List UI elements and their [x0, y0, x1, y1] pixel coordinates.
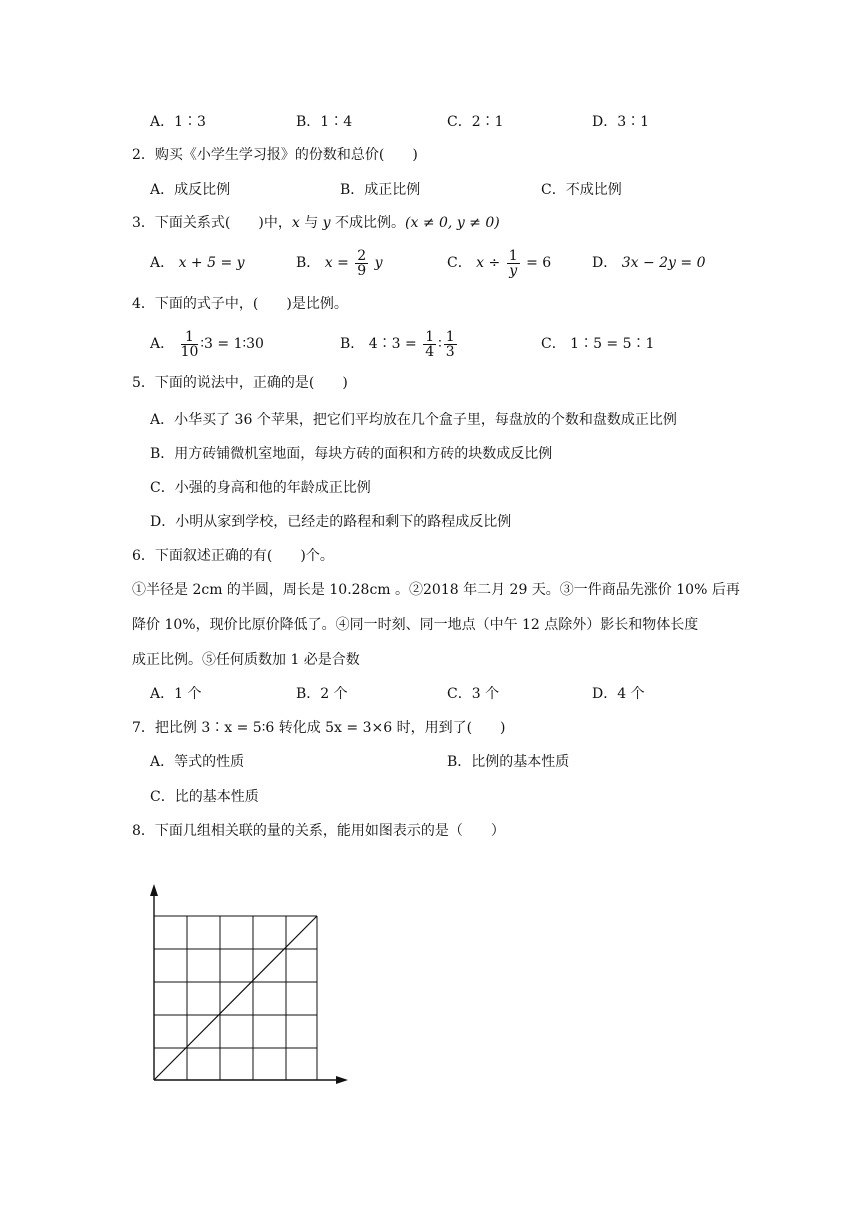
fraction-numerator: 1: [425, 328, 435, 345]
q2-option-a[interactable]: A．成反比例: [150, 182, 231, 198]
q4-option-c-expr: 1∶5 = 5∶1: [570, 336, 655, 352]
fraction-denominator: 4: [425, 343, 435, 360]
q3-var-x: x: [291, 215, 300, 231]
q1-option-a[interactable]: A．1∶3: [150, 114, 206, 130]
q2-option-b[interactable]: B．成正比例: [340, 182, 421, 198]
fraction-denominator: 9: [357, 262, 367, 279]
fraction-denominator: 3: [445, 343, 455, 360]
q3-option-a-label: A．: [150, 255, 175, 271]
question-5: 5．下面的说法中，正确的是( ): [132, 375, 348, 391]
q4-option-b-label: B．: [340, 336, 365, 352]
fraction-numerator: 2: [357, 247, 367, 264]
q6-option-c[interactable]: C．3 个: [447, 686, 500, 702]
q6-body-line-1: ①半径是 2cm 的半圆，周长是 10.28cm 。②2018 年二月 29 天。③一件商品先涨价 10% 后再: [132, 582, 740, 598]
question-3: [132, 213, 500, 233]
q4-option-b-fraction-2: [444, 330, 457, 359]
q3-option-b-fraction: [355, 249, 368, 278]
diagonal-line: [154, 916, 317, 1080]
q4-option-a-fraction: [181, 330, 199, 359]
fraction-numerator: 1: [508, 247, 518, 264]
q2-option-c[interactable]: C．不成比例: [541, 182, 622, 198]
q5-option-b[interactable]: B．用方砖铺微机室地面，每块方砖的面积和方砖的块数成反比例: [150, 446, 553, 462]
q4-option-a[interactable]: [150, 324, 264, 364]
q3-prefix: 3．下面关系式( )中，: [132, 215, 292, 231]
q3-option-c-rhs: = 6: [526, 255, 552, 271]
q4-option-a-label: A．: [150, 336, 175, 352]
q5-option-a[interactable]: A．小华买了 36 个苹果，把它们平均放在几个盒子里，每盘放的个数和盘数成正比例: [150, 412, 677, 428]
q4-option-a-rest: ∶3 = 1∶30: [200, 336, 264, 352]
fraction-denominator: y: [509, 262, 518, 279]
q1-option-d[interactable]: D．3∶1: [592, 114, 650, 130]
q3-option-a-expr: x + 5 = y: [178, 255, 245, 271]
q3-option-b-label: B．: [296, 255, 321, 271]
q5-option-c[interactable]: C．小强的身高和他的年龄成正比例: [150, 480, 371, 496]
q6-option-b[interactable]: B．2 个: [296, 686, 348, 702]
fraction-denominator: 10: [180, 343, 199, 360]
q7-option-c[interactable]: C．比的基本性质: [150, 789, 259, 805]
q3-option-c-label: C．: [447, 255, 472, 271]
q3-var-y: y: [322, 215, 331, 231]
q1-option-c[interactable]: C．2∶1: [447, 114, 504, 130]
q4-option-b-colon: ∶: [438, 336, 442, 352]
question-8: 8．下面几组相关联的量的关系，能用如图表示的是（ ）: [132, 823, 505, 839]
q7-option-a[interactable]: A．等式的性质: [150, 754, 245, 770]
q6-option-d[interactable]: D．4 个: [592, 686, 645, 702]
q3-mid1: 与: [299, 215, 323, 231]
q3-option-d-expr: 3x − 2y = 0: [621, 255, 706, 271]
q4-option-b[interactable]: [340, 324, 459, 364]
question-4: 4．下面的式子中，( )是比例。: [132, 296, 348, 312]
q1-option-b[interactable]: B．1∶4: [296, 114, 353, 130]
fraction-numerator: 1: [181, 330, 199, 345]
fraction-numerator: 1: [445, 328, 455, 345]
q3-option-a[interactable]: [150, 253, 245, 273]
q3-condition: (x ≠ 0, y ≠ 0): [405, 215, 500, 231]
q4-option-b-fraction-1: [423, 330, 436, 359]
q3-option-b-lhs: x =: [324, 255, 349, 271]
q6-option-a[interactable]: A．1 个: [150, 686, 202, 702]
q3-option-c-lhs: x ÷: [476, 255, 501, 271]
question-2: 2．购买《小学生学习报》的份数和总价( ): [132, 147, 418, 163]
q3-option-b[interactable]: [296, 243, 383, 283]
q7-option-b[interactable]: B．比例的基本性质: [447, 754, 570, 770]
q3-option-c[interactable]: [447, 243, 551, 283]
q5-option-d[interactable]: D．小明从家到学校，已经走的路程和剩下的路程成反比例: [150, 514, 512, 530]
question-6: 6．下面叙述正确的有( )个。: [132, 548, 334, 564]
q8-graph: [140, 876, 360, 1090]
q3-option-d[interactable]: [592, 253, 705, 273]
x-axis-arrow-icon: [336, 1076, 348, 1084]
y-axis-arrow-icon: [150, 884, 158, 896]
q3-option-d-label: D．: [592, 255, 618, 271]
q4-option-c-label: C．: [541, 336, 566, 352]
q3-option-b-rhs: y: [374, 255, 383, 271]
q3-option-c-fraction: [507, 249, 520, 278]
q6-body-line-3: 成正比例。⑤任何质数加 1 必是合数: [132, 652, 360, 668]
q3-mid2: 不成比例。: [330, 215, 406, 231]
q4-option-b-lhs: 4∶3 =: [368, 336, 417, 352]
q6-body-line-2: 降价 10%，现价比原价降低了。④同一时刻、同一地点（中午 12 点除外）影长和物体长度: [132, 617, 699, 633]
question-7: 7．把比例 3∶x = 5∶6 转化成 5x = 3×6 时，用到了( ): [132, 720, 506, 736]
q4-option-c[interactable]: [541, 334, 654, 354]
